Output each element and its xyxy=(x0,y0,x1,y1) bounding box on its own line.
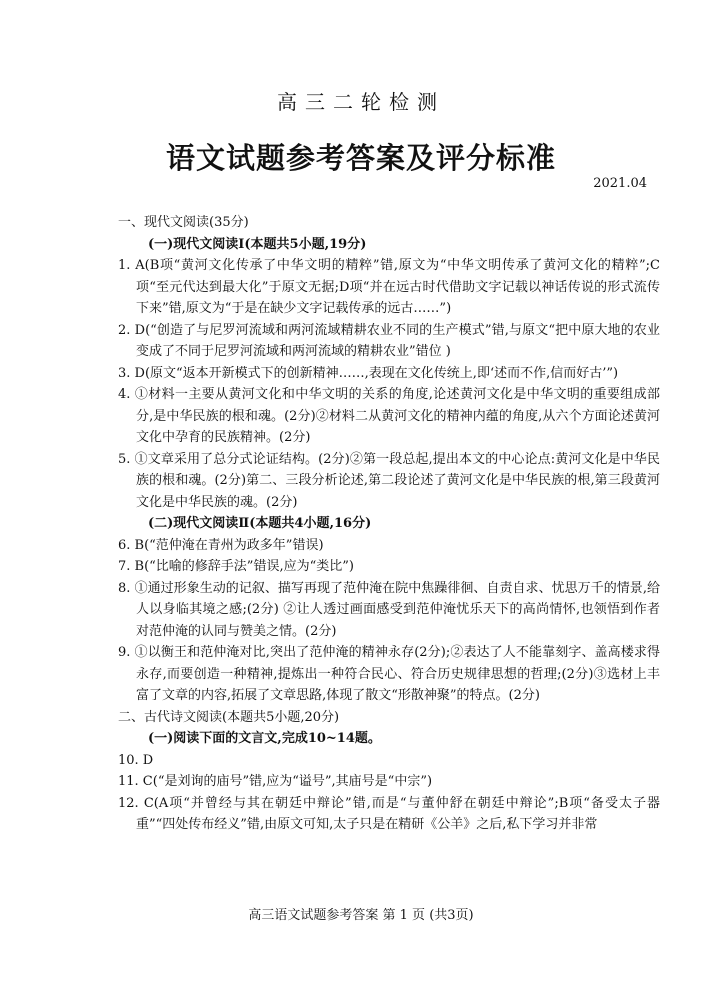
answer-content xyxy=(118,212,660,836)
answer-item: 3. D(原文“返本开新模式下的创新精神……,表现在文化传统上,即‘述而不作,信而好古’”) xyxy=(118,365,619,381)
answer-item: 4. ①材料一主要从黄河文化和中华文明的关系的角度,论述黄河文化是中华文明的重要组成部分,是中华民族的根和魂。(2分)②材料二从黄河文化的精神内蕴的角度,从六个方面论述黄河文化中孕育的民族精神。(2分) xyxy=(118,387,660,445)
subsection-heading: (一)阅读下面的文言文,完成10~14题。 xyxy=(148,731,381,746)
answer-item: 6. B(“范仲淹在青州为政多年”错误) xyxy=(118,537,324,553)
answer-item: 7. B(“比喻的修辞手法”错误,应为“类比”) xyxy=(118,559,354,574)
answer-item: 11. C(“是刘询的庙号”错,应为“谥号”,其庙号是“中宗”) xyxy=(118,774,433,789)
section-heading: 一、现代文阅读(35分) xyxy=(118,215,249,230)
answer-item: 12. C(A项“并曾经与其在朝廷中辩论”错,而是“与董仲舒在朝廷中辩论”;B项“备受太子器重”“四处传布经义”错,由原文可知,太子只是在精研《公羊》之后,私下学习并非常 xyxy=(118,795,660,832)
subsection-heading: (二)现代文阅读Ⅱ(本题共4小题,16分) xyxy=(148,516,372,531)
page-footer: 高三语文试题参考答案 第 1 页 (共3页) xyxy=(248,908,474,923)
exam-subtitle: 高三二轮检测 xyxy=(277,90,445,114)
page-title: 语文试题参考答案及评分标准 xyxy=(165,141,556,175)
answer-item: 8. ①通过形象生动的记叙、描写再现了范仲淹在院中焦躁徘徊、自责自求、忧思万千的情景,给人以身临其境之感;(2分) ②让人透过画面感受到范仲淹忧乐天下的高尚情怀,也领悟到作者对范仲淹的认同与赞美之情。(2分) xyxy=(118,580,660,639)
answer-item: 10. D xyxy=(118,752,154,768)
answer-item: 5. ①文章采用了总分式论证结构。(2分)②第一段总起,提出本文的中心论点:黄河文化是中华民族的根和魂。(2分)第二、三段分析论述,第二段论述了黄河文化是中华民族的根,第三段黄河文化是中华民族的魂。(2分) xyxy=(118,451,660,510)
subsection-heading: (一)现代文阅读Ⅰ(本题共5小题,19分) xyxy=(148,236,367,252)
answer-item: 1. A(B项“黄河文化传承了中华文明的精粹”错,原文为“中华文明传承了黄河文化的精粹”;C项“至元代达到最大化”于原文无据;D项“并在远古时代借助文字记载以神话传说的形式流传下来”错,原文为“于是在缺少文字记载传承的远古……”) xyxy=(118,258,660,316)
section-heading: 二、古代诗文阅读(本题共5小题,20分) xyxy=(118,709,340,725)
answer-item: 9. ①以衡王和范仲淹对比,突出了范仲淹的精神永存(2分);②表达了人不能靠刻字、盖高楼求得永存,而要创造一种精神,提炼出一种符合民心、符合历史规律思想的哲理;(2分)③选材上丰富了文章的内容,拓展了文章思路,体现了散文“形散神聚”的特点。(2分) xyxy=(118,645,660,703)
exam-date: 2021.04 xyxy=(593,176,647,191)
answer-item: 2. D(“创造了与尼罗河流域和两河流域精耕农业不同的生产模式”错,与原文“把中原大地的农业变成了不同于尼罗河流域和两河流域的精耕农业”错位 ) xyxy=(118,322,660,359)
